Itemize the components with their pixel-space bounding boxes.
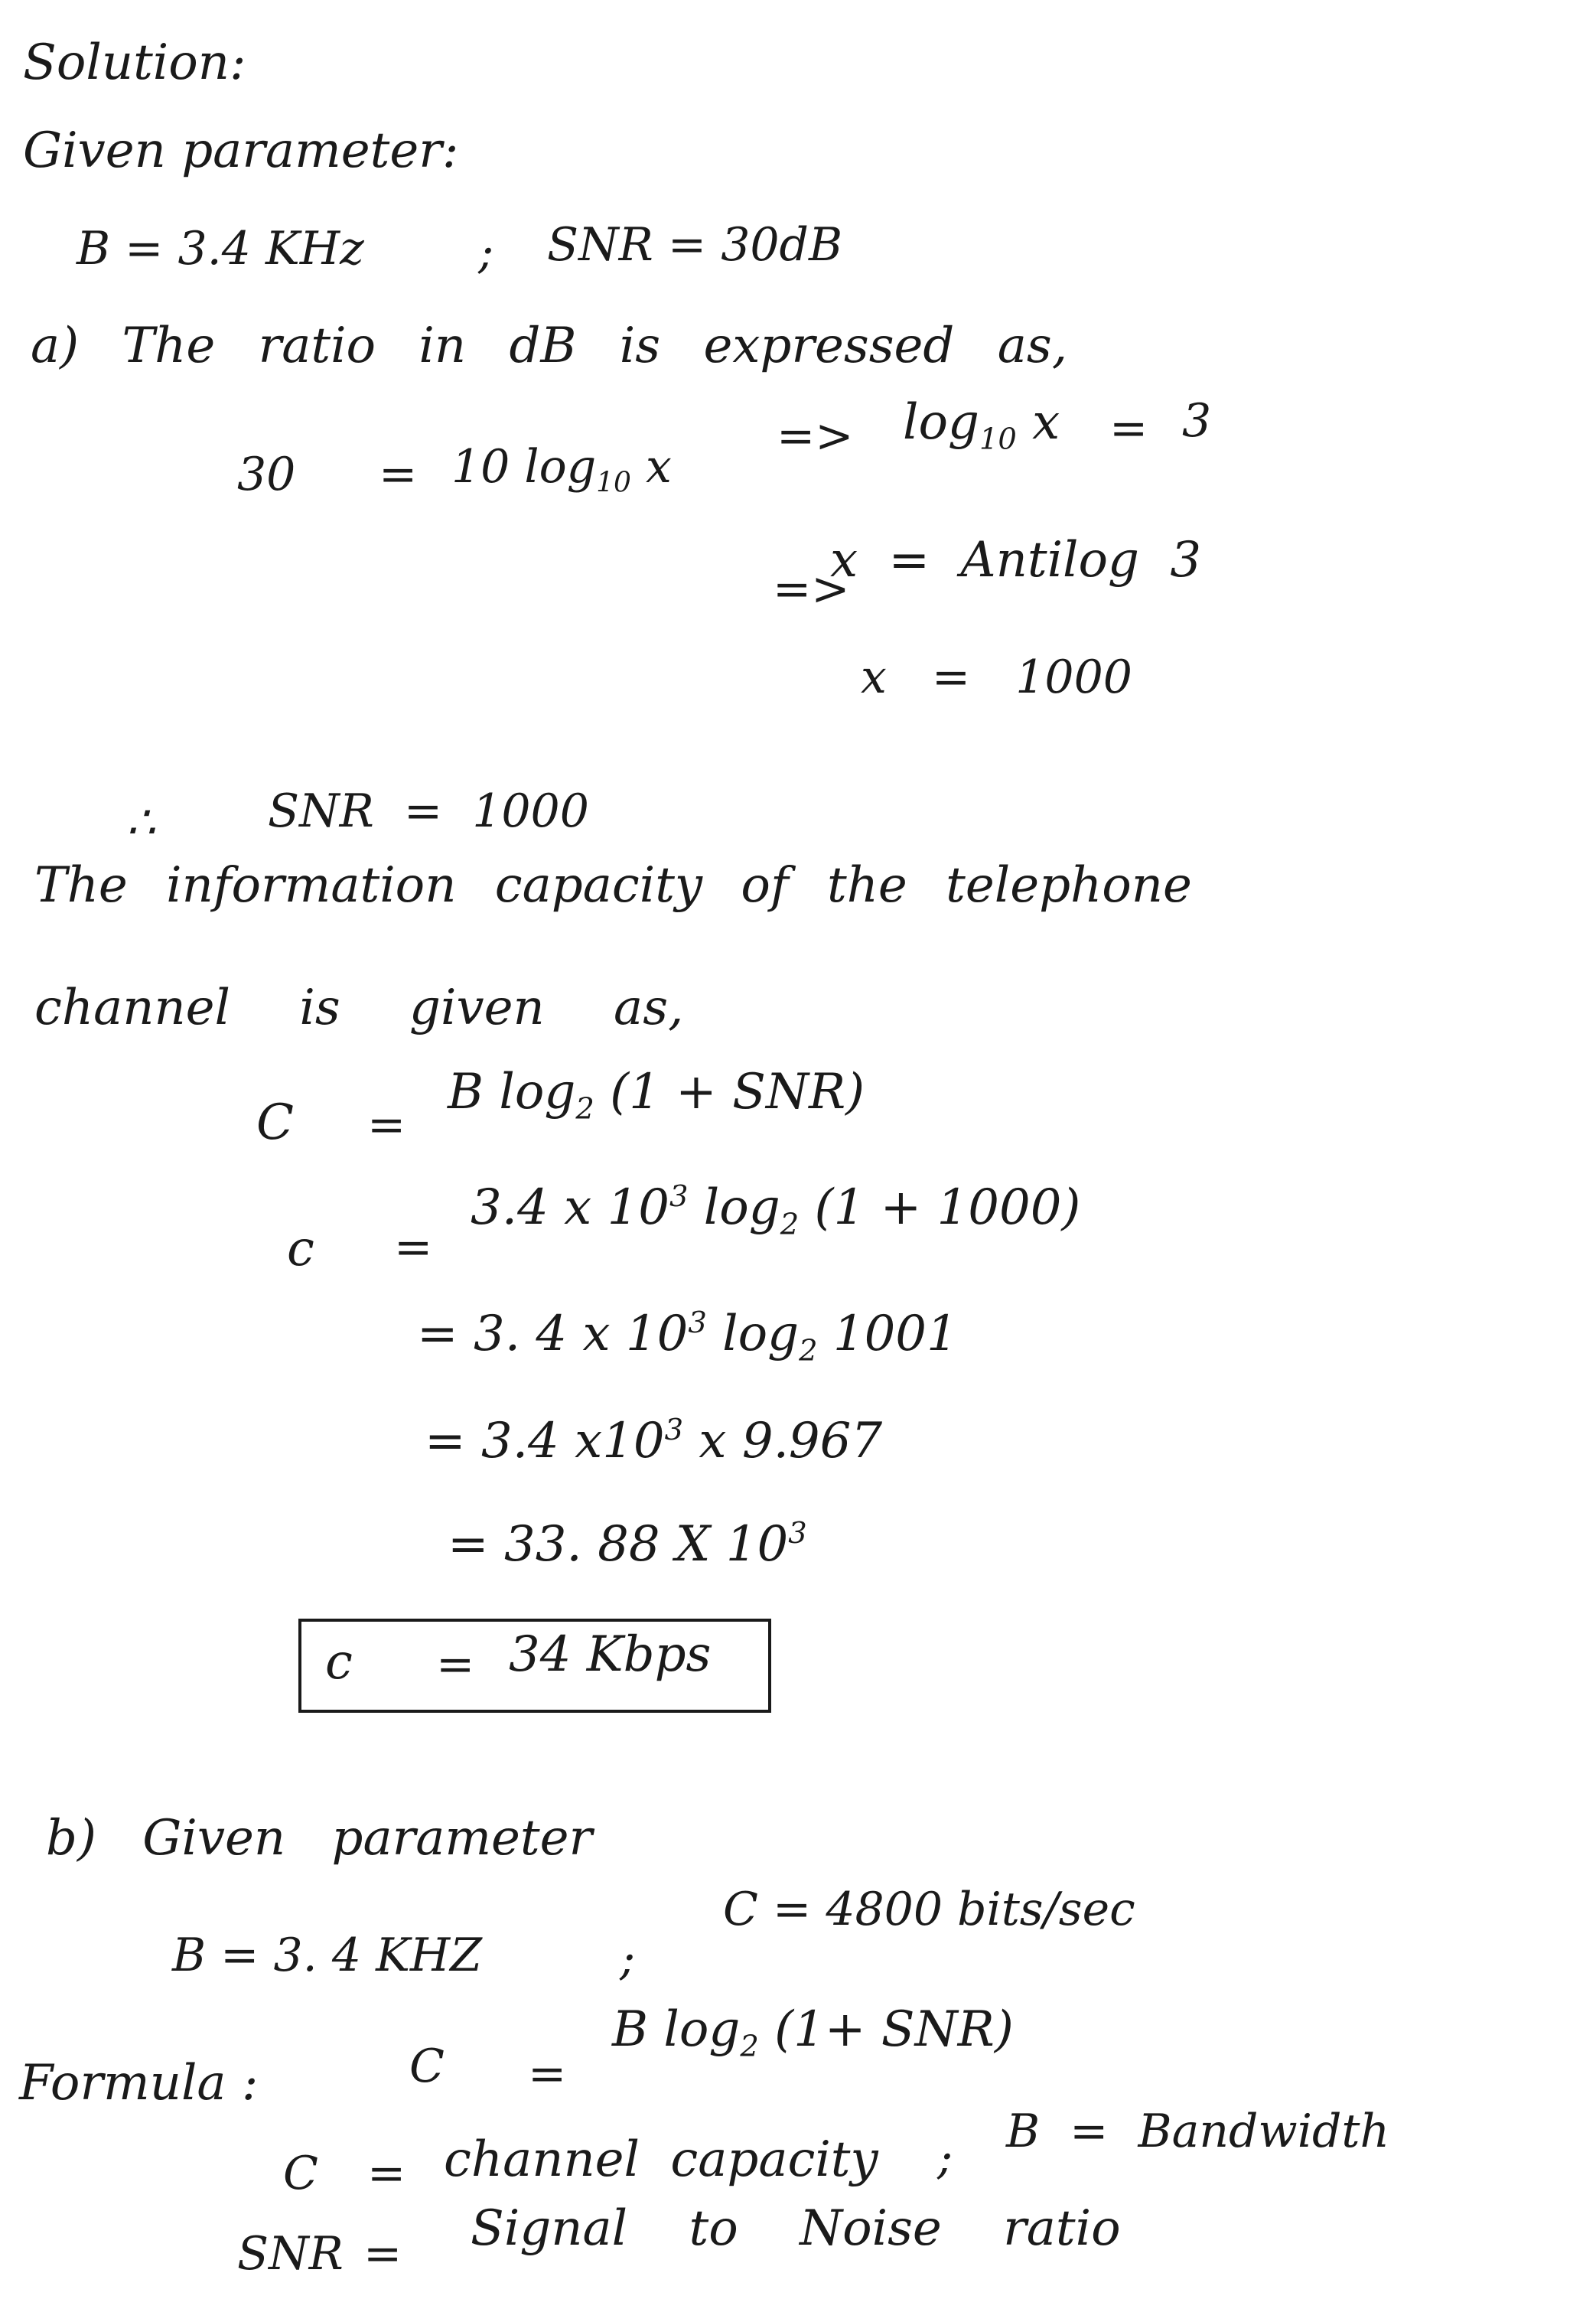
formula-equals: = <box>528 2047 567 2101</box>
snr-result: SNR = 1000 <box>268 784 589 838</box>
c-equals-1: = <box>367 1098 406 1152</box>
c-formula-2: 3.4 x $10^3$ $\log_2 (1 + 1000)$ <box>471 1179 1081 1242</box>
part-b-capacity: C = 4800 bits/sec <box>723 1883 1135 1936</box>
eq1-implies: => <box>777 409 854 463</box>
formula-expression: B $\log_2 (1+ SNR)$ <box>612 2001 1014 2064</box>
eq2-value: 3 <box>1182 394 1212 448</box>
eq2-equals: = <box>1109 402 1148 455</box>
part-b-separator: ; <box>620 1932 636 1986</box>
eq1-equals: = <box>379 448 418 501</box>
part-a-heading: a) The ratio in dB is expressed as, <box>31 318 1068 374</box>
c-formula-5: = 33. 88 X $10^3$ <box>448 1516 807 1573</box>
eq1-lhs: 30 <box>237 448 296 501</box>
formula-label: Formula : <box>19 2055 259 2111</box>
snr-param: SNR = 30dB <box>547 218 843 272</box>
def1-separator: ; <box>937 2131 953 2185</box>
c-formula-4: = 3.4 $x10^3$ x 9.967 <box>425 1413 883 1470</box>
capacity-line-1: The information capacity of the telephone <box>34 857 1192 914</box>
part-b-heading: b) Given parameter <box>46 1810 593 1867</box>
eq2-log: $\log_{10} x$ <box>903 394 1060 457</box>
solution-heading: Solution: <box>23 34 246 91</box>
eq3: x = Antilog 3 <box>830 532 1202 589</box>
capacity-line-2: channel is given as, <box>34 980 684 1036</box>
def1-bandwidth: B = Bandwidth <box>1006 2105 1390 2158</box>
formula-lhs: C <box>409 2040 445 2093</box>
def2-equals: = <box>363 2227 402 2281</box>
c-formula-1: B $\log_2 (1 + SNR)$ <box>448 1064 865 1127</box>
c-lhs-1: C <box>256 1094 294 1151</box>
final-value: 34 Kbps <box>509 1626 712 1683</box>
eq4: x = 1000 <box>861 651 1132 704</box>
eq3-implies: => <box>773 563 850 616</box>
separator: ; <box>478 226 494 279</box>
part-b-bandwidth: B = 3. 4 KHZ <box>172 1929 482 1982</box>
therefore-symbol: ∴ <box>126 796 156 849</box>
c-formula-3: = 3. 4 x $10^3$ $\log_2 1001$ <box>417 1306 958 1368</box>
def1-equals: = <box>367 2147 406 2200</box>
eq1-rhs: 10 $\log_{10} x$ <box>451 440 672 499</box>
def1-rhs: channel capacity <box>444 2131 878 2188</box>
def2-lhs: SNR <box>237 2227 344 2281</box>
bandwidth-param: B = 3.4 KHz <box>77 222 364 276</box>
def2-rhs: Signal to Noise ratio <box>471 2200 1121 2257</box>
final-lhs: c <box>325 1634 353 1691</box>
given-label: Given parameter: <box>23 122 459 179</box>
def1-lhs: C <box>283 2147 318 2200</box>
c-equals-2: = <box>394 1221 433 1274</box>
final-equals: = <box>436 1638 475 1691</box>
c-lhs-2: c <box>287 1221 314 1277</box>
